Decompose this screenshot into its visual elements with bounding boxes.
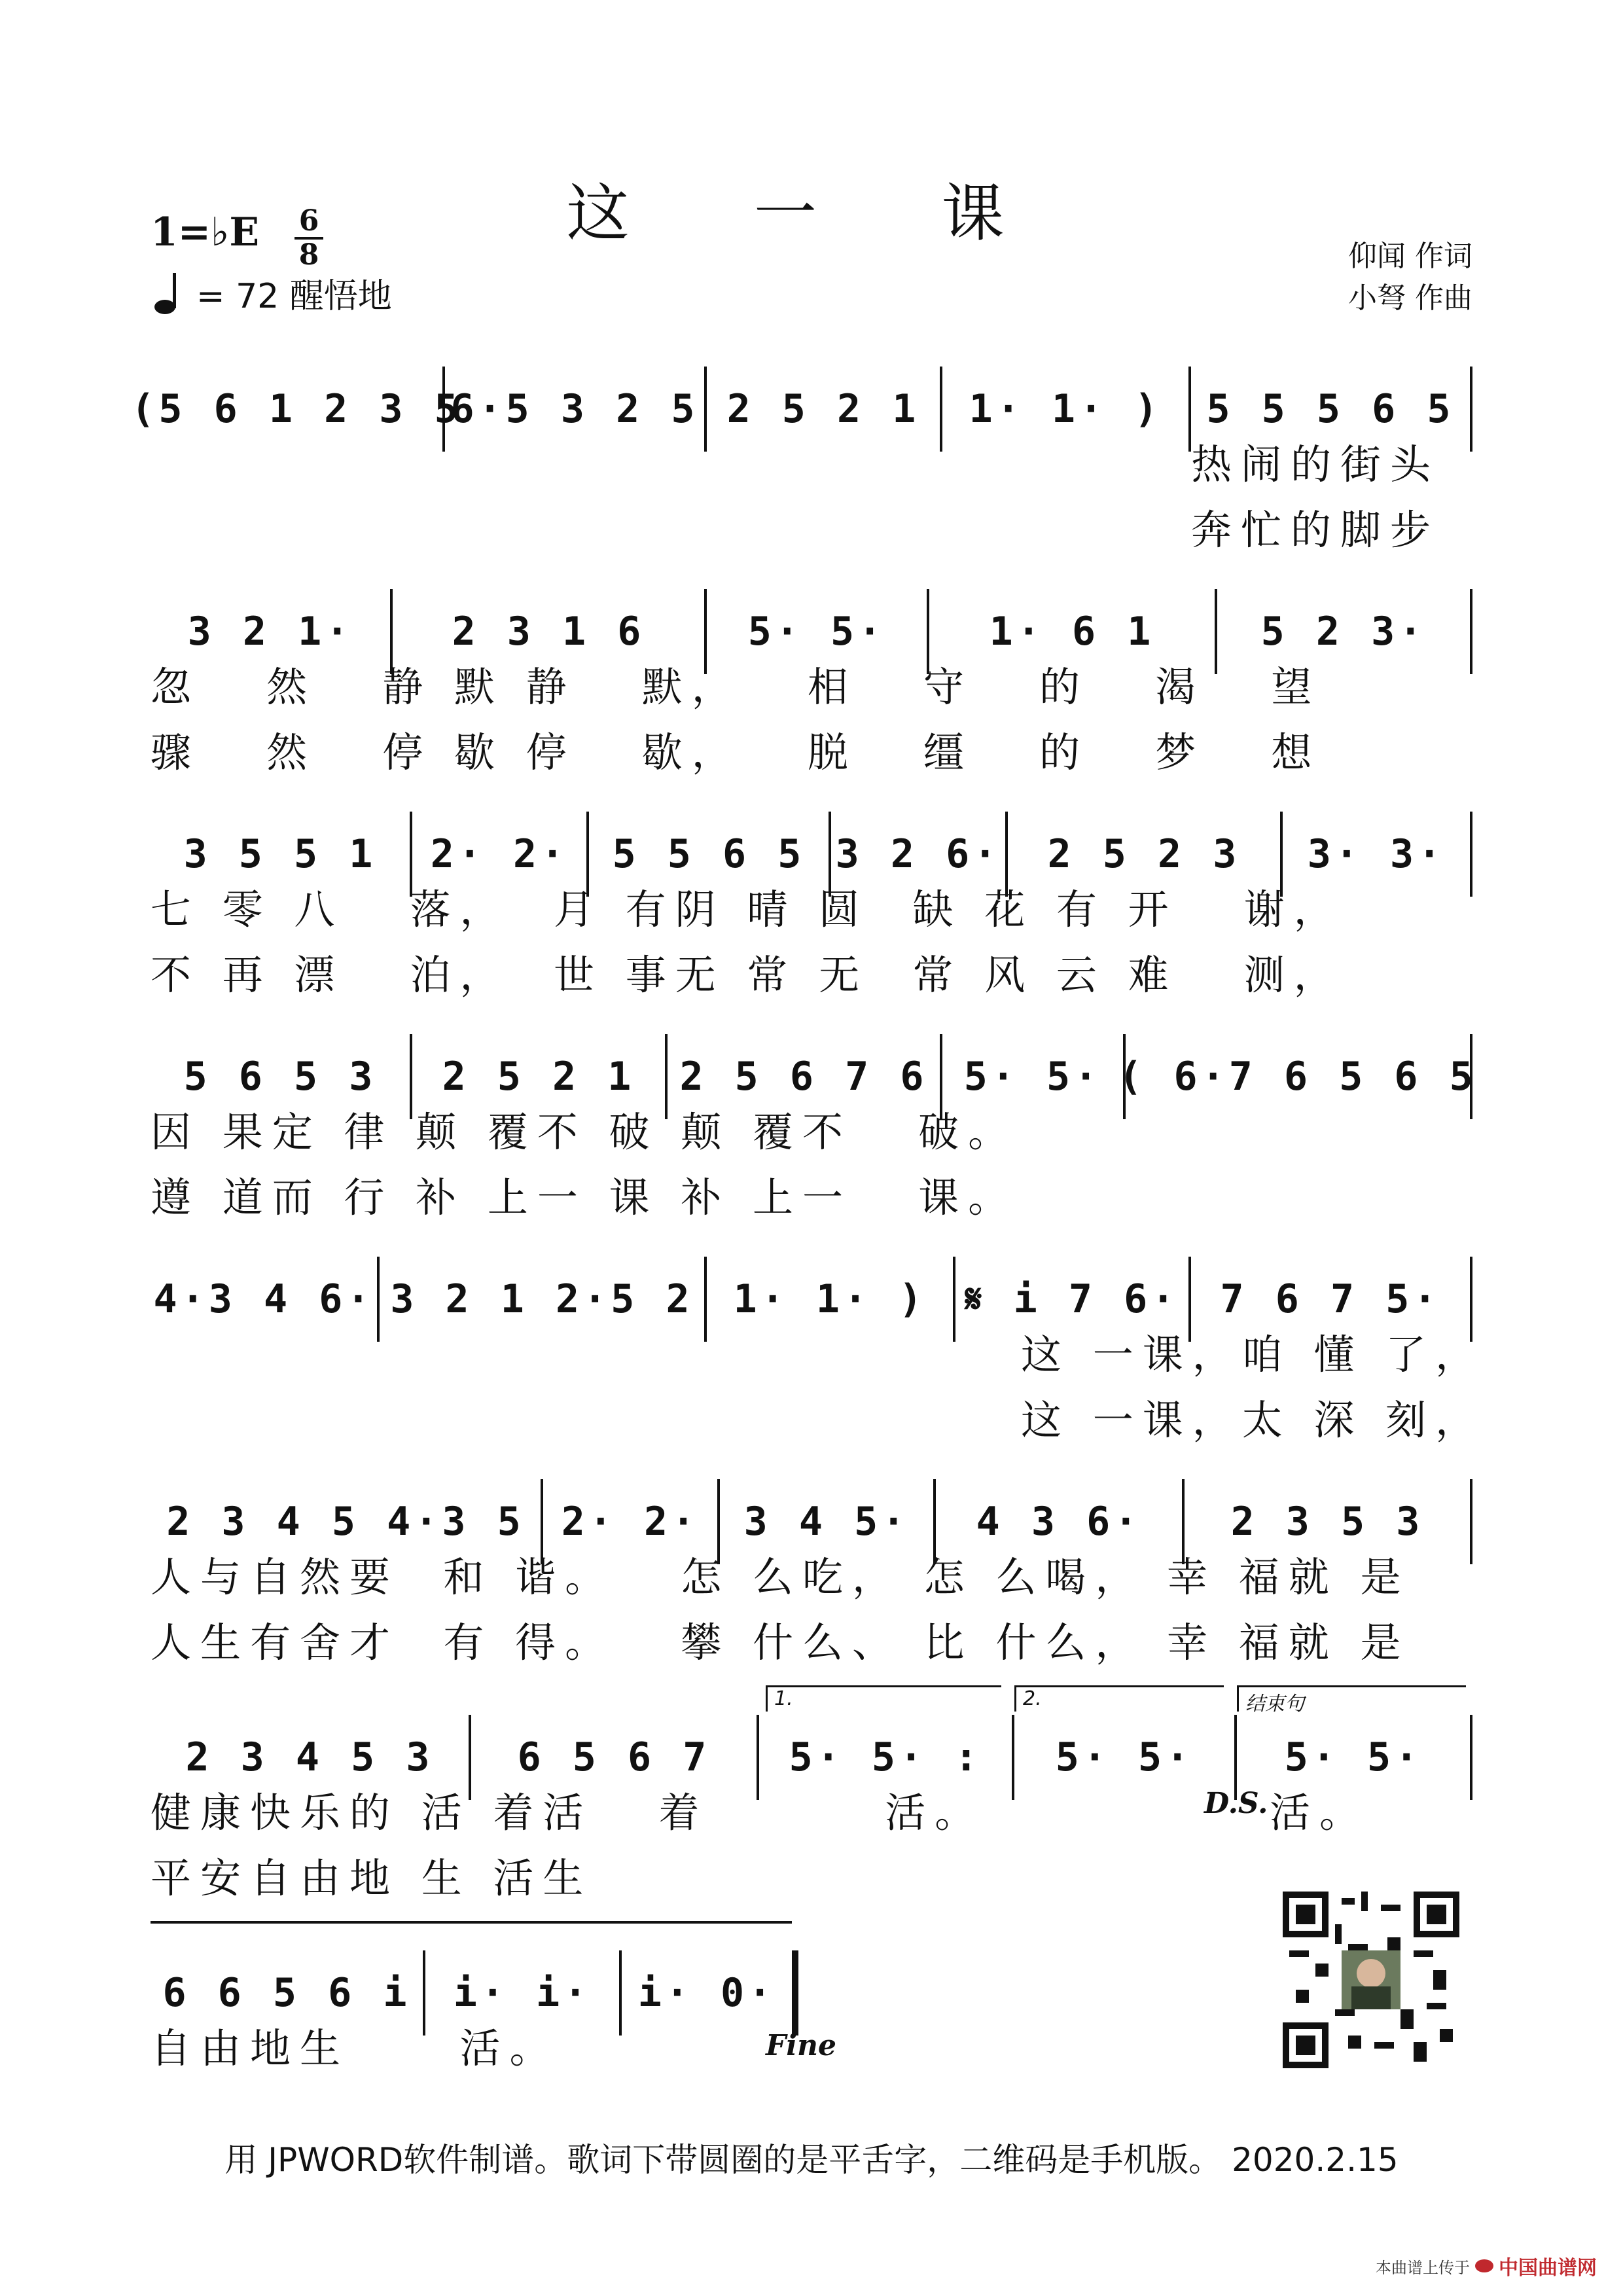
measure: 1· 6 1 [929, 589, 1217, 674]
measure: 5 2 3· [1217, 589, 1472, 674]
lyric-line: 因 果定 律 颠 覆不 破 颠 覆不 破。 [151, 1108, 1018, 1156]
fine-marker: Fine [766, 2029, 836, 2062]
measure: 2· 2· [543, 1479, 720, 1564]
measure: 3· 3· [1283, 812, 1472, 897]
measure: 6 6 5 6 i [151, 1950, 425, 2036]
measure: 1· 1· ) [942, 367, 1191, 452]
credits [1348, 236, 1472, 319]
lyric-line: 遵 道而 行 补 上一 课 补 上一 课。 [151, 1174, 1018, 1221]
time-numerator: 6 [298, 204, 319, 238]
measure: 5· 5· [1014, 1715, 1237, 1800]
measure: 𝄋 i 7 6· [955, 1257, 1191, 1342]
measure: i· i· [425, 1950, 622, 2036]
lyricist-credit: 仰闻 作词 [1348, 240, 1472, 273]
lyric-line: 平安自由地 生 活生 [151, 1854, 593, 1902]
measure: 2· 2· [412, 812, 589, 897]
measure: 7 6 7 5· [1191, 1257, 1472, 1342]
lyric-line: 人与自然要 和 谐。 怎 么吃， 怎 么喝， 幸 福就 是 [151, 1553, 1410, 1601]
ds-marker: D.S. [1204, 1787, 1268, 1820]
watermark-prefix: 本曲谱上传于 [1376, 2258, 1470, 2277]
volta-second: 2. [1014, 1685, 1224, 1712]
measure: 2 5 2 3 [1008, 812, 1283, 897]
lyric-line: 这 一课，太 深 刻， [1021, 1396, 1486, 1444]
lyric-line: 热闹的街头 [1191, 440, 1440, 488]
quarter-note-icon [151, 270, 190, 316]
time-signature [294, 204, 323, 272]
measure: ( 6·7 6 5 6 5 [1126, 1034, 1472, 1119]
lyric-line: 人生有舍才 有 得。 攀 什么、 比 什么， 幸 福就 是 [151, 1619, 1410, 1666]
measure: 2 5 2 1 [412, 1034, 668, 1119]
lyric-line: 奔忙的脚步 [1191, 506, 1440, 554]
lyric-line: 健康快乐的 活 着活 着 活。 [151, 1789, 985, 1837]
measure: 2 3 4 5 4·3 5 [151, 1479, 543, 1564]
site-logo-icon [1475, 2259, 1493, 2272]
measure: 3 4 5· [720, 1479, 936, 1564]
measure: 5 5 6 5 [589, 812, 831, 897]
measure: i· 0· [622, 1950, 798, 2036]
time-denominator: 8 [298, 238, 319, 272]
lyric-line: 活。 [1270, 1789, 1370, 1837]
measure: 5· 5· [1237, 1715, 1472, 1800]
key-signature: 1=♭E [151, 209, 260, 255]
measure: 2 3 4 5 3 [151, 1715, 471, 1800]
measure: 3 5 5 1 [151, 812, 412, 897]
measure: (5 6 1 2 3 5 [151, 367, 445, 452]
composer-credit: 小弩 作曲 [1348, 281, 1472, 315]
volta-first: 1. [766, 1685, 1001, 1712]
lyric-line: 自由地生 活。 [151, 2024, 560, 2072]
lyric-line: 这 一课，咱 懂 了， [1021, 1331, 1486, 1378]
qr-code-icon[interactable] [1283, 1892, 1459, 2068]
measure: 3 2 1 2·5 2 [380, 1257, 707, 1342]
measure: 5· 5· [942, 1034, 1126, 1119]
lyric-line: 骤 然 停 歇 停 歇， 脱 缰 的 梦 想 [151, 728, 1321, 776]
measure: 2 3 1 6 [393, 589, 707, 674]
measure: 4·3 4 6· [151, 1257, 380, 1342]
measure: 6 5 6 7 [471, 1715, 759, 1800]
watermark-brand: 中国曲谱网 [1499, 2257, 1597, 2280]
site-watermark[interactable] [1376, 2251, 1597, 2280]
lyric-line: 忽 然 静 默 静 默， 相 守 的 渴 望 [151, 663, 1321, 711]
measure: 2 3 5 3 [1185, 1479, 1472, 1564]
measure: 2 5 2 1 [707, 367, 942, 452]
measure: 5 6 5 3 [151, 1034, 412, 1119]
measure: 1· 1· ) [707, 1257, 955, 1342]
measure: 5· 5· [707, 589, 929, 674]
line-divider [151, 1921, 792, 1924]
measure: 6·5 3 2 5 [445, 367, 707, 452]
tempo-marking [151, 268, 392, 317]
measure: 2 5 6 7 6 [668, 1034, 942, 1119]
measure: 3 2 1· [151, 589, 393, 674]
lyric-line: 不 再 漂 泊， 世 事无 常 无 常 风 云 难 测， [151, 951, 1344, 999]
measure: 4 3 6· [936, 1479, 1185, 1564]
page-title: 这 一 课 [566, 177, 1057, 250]
measure: 5· 5· : [759, 1715, 1014, 1800]
measure: 5 5 5 6 5 [1191, 367, 1472, 452]
tempo-text: = 72 醒悟地 [196, 277, 392, 316]
lyric-line: 七 零 八 落， 月 有阴 晴 圆 缺 花 有 开 谢， [151, 886, 1344, 933]
footer-note: 用 JPWORD软件制谱。歌词下带圆圈的是平舌字，二维码是手机版。 2020.2.15 [224, 2141, 1399, 2179]
volta-ending: 结束句 [1237, 1685, 1466, 1712]
measure: 3 2 6· [831, 812, 1008, 897]
